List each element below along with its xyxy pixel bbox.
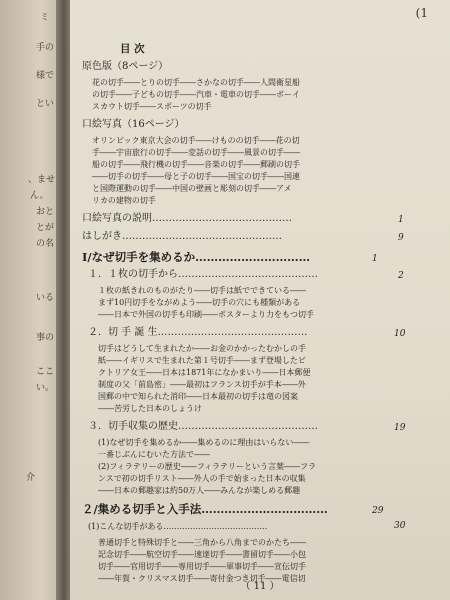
toc-detail: ンスで初の切手リスト――外人の手で始まった日本の収集	[98, 474, 306, 483]
toc-detail: 切手はどうして生まれたか――お金のかかったむかしの手	[98, 344, 306, 353]
left-page-fragment: 様で	[36, 71, 55, 81]
part-heading: Ⅰ/なぜ切手を集めるか…………………………	[82, 250, 311, 264]
toc-page	[70, 0, 450, 600]
toc-detail: と国際運動の切手――中国の壁画と彫刻の切手――アメ	[92, 184, 292, 193]
toc-detail: まず10円切手をながめよう――切手の穴にも種類がある	[98, 298, 301, 307]
left-page-fragment: の名	[36, 239, 55, 249]
page-number: 9	[398, 233, 404, 243]
toc-detail: オリンピック東京大会の切手――けものの切手――花の切	[92, 136, 300, 145]
toc-detail: ――日本の郵趣家は約50万人――みんなが楽しめる郵趣	[98, 486, 301, 495]
section-heading: 口絵写真（16ページ）	[82, 119, 185, 130]
left-page-fragment: おと	[36, 207, 55, 217]
left-page-fragment: ミ	[40, 13, 50, 23]
toc-detail: 切手――官用切手――専用切手――軍事切手――宣伝切手	[98, 562, 306, 571]
page-number: 1	[372, 254, 378, 264]
toc-detail: (2)フィラテリーの歴史――フィラテリーという言葉――フラ	[98, 462, 317, 471]
page-number: 19	[394, 423, 406, 433]
page-number: 10	[394, 329, 406, 339]
left-page-fragment: いる	[36, 293, 55, 303]
page-number: 30	[394, 521, 406, 531]
page-number: 1	[398, 215, 404, 225]
toc-entry: はしがき…………………………………………	[82, 231, 282, 242]
toc-detail: ――切手の切手――母と子の切手――国宝の切手――国連	[92, 172, 300, 181]
left-page-fragment: 手の	[36, 43, 55, 53]
toc-detail: リカの建物の切手	[92, 196, 156, 205]
left-page-fragment: とい	[36, 99, 55, 109]
toc-detail: １枚の紙きれのものがたり――切手は紙でできている――	[98, 286, 306, 295]
toc-entry: 口絵写真の説明……………………………………	[82, 213, 292, 224]
left-page-edge	[0, 0, 58, 600]
page-footer: （ 11 ）	[240, 581, 280, 592]
page-number: 29	[372, 506, 384, 516]
left-page-fragment: ここ	[36, 367, 55, 377]
chapter-heading: ３．切手収集の歴史……………………………………	[88, 421, 318, 432]
toc-detail: 記念切手――航空切手――速達切手――書留切手――小包	[98, 550, 306, 559]
toc-detail: 普通切手と特殊切手と――三角から八角までのかたち――	[98, 538, 306, 547]
page-number: 2	[398, 271, 404, 281]
left-page-fragment: 事の	[36, 333, 55, 343]
subsection-heading: (1)こんな切手がある…………………………………	[88, 522, 268, 531]
toc-detail: 紙――イギリスで生まれた第１号切手――まず登場したビ	[98, 356, 306, 365]
toc-detail: 制度の父「前島密」――最初はフランス切手が手本――外	[98, 380, 306, 389]
toc-detail: 花の切手――とりの切手――さかなの切手――人間衛星船	[92, 78, 300, 87]
page-marker: (1	[415, 6, 428, 20]
left-page-fragment: ん。	[30, 191, 49, 201]
left-page-fragment: 介	[26, 473, 36, 483]
left-page-fragment: 、ませ	[28, 175, 56, 185]
toc-detail: 一番じぶんにむいた方法で――	[98, 450, 210, 459]
toc-detail: の切手――子どもの切手――汽車・電車の切手――ボーイ	[92, 90, 300, 99]
chapter-heading: １．１枚の切手から……………………………………	[88, 269, 318, 280]
toc-detail: 国郵の中で知られた消印――日本最初の切手は竜の図案	[98, 392, 298, 401]
toc-detail: ――苦労した日本のしょうけ	[98, 404, 202, 413]
section-heading: 原色版（8ページ）	[82, 61, 169, 72]
toc-detail: 手――宇宙旅行の切手――変話の切手――風景の切手――	[92, 148, 300, 157]
left-page-fragment: い。	[36, 383, 55, 393]
toc-detail: (1)なぜ切手を集めるか――集めるのに理由はいらない――	[98, 438, 310, 447]
toc-detail: スカウト切手――スポーツの切手	[92, 102, 212, 111]
toc-detail: ――年賀・クリスマス切手――寄付金つき切手――電信切	[98, 574, 306, 583]
toc-title: 目 次	[120, 43, 145, 55]
toc-detail: クトリア女王――日本は1871年になかまいり――日本郵便	[98, 368, 311, 377]
toc-detail: ――日本で外国の切手も印刷――ポスターより力をもつ切手	[98, 310, 314, 319]
chapter-heading: ２．切 手 誕 生………………………………………	[88, 327, 308, 338]
part-heading: ２/集める切手と入手法……………………………	[82, 502, 328, 516]
toc-detail: 船の切手――飛行機の切手――音楽の切手――郵刷の切手	[92, 160, 300, 169]
left-page-fragment: とが	[36, 223, 55, 233]
